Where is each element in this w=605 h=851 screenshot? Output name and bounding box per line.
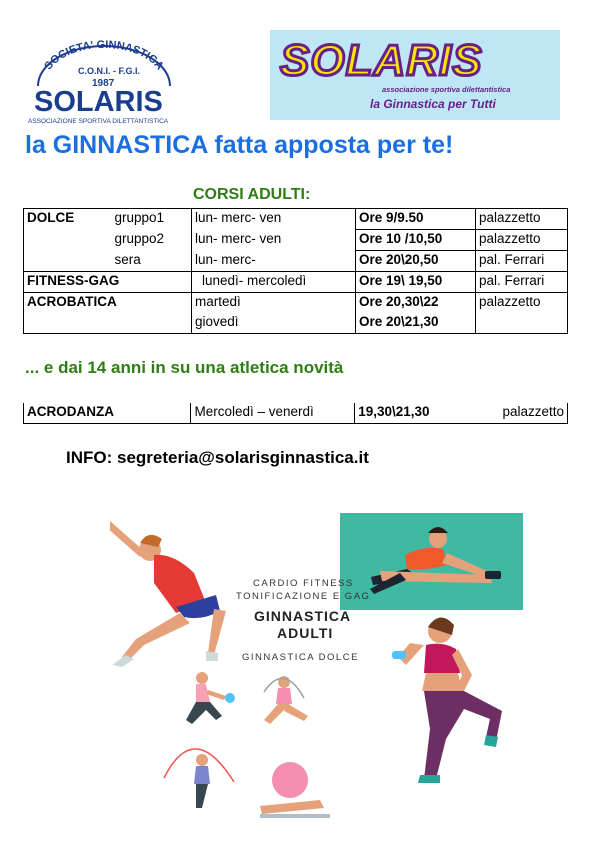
solaris-brand-logo: [270, 30, 560, 120]
place: palazzetto: [476, 209, 568, 230]
time: Ore 10 /10,50: [356, 230, 476, 251]
time: Ore 19\ 19,50: [356, 272, 476, 293]
days: lun- merc- ven: [192, 209, 356, 230]
brand-tagline-small: associazione sportiva dilettantistica: [382, 85, 511, 94]
course-name: ACROBATICA: [24, 293, 192, 314]
table-row: [24, 251, 568, 272]
acrodanza-table: [23, 403, 568, 424]
course-name: [24, 313, 192, 334]
headline: la GINNASTICA fatta apposta per te!: [25, 131, 454, 159]
place: palazzetto: [476, 230, 568, 251]
time: Ore 9/9.50: [356, 209, 476, 230]
small-exercise-figures-illustration: [160, 668, 330, 823]
illustration-title-2: ADULTI: [277, 625, 334, 641]
days: Mercoledì – venerdì: [191, 403, 355, 424]
info-label: INFO:: [66, 448, 113, 467]
solaris-society-logo: [28, 40, 180, 128]
logo-federation: C.O.N.I. - F.G.I.: [78, 66, 141, 76]
days: giovedì: [192, 313, 356, 334]
time: Ore 20\20,50: [356, 251, 476, 272]
courses-title: CORSI ADULTI:: [193, 186, 311, 203]
logo-name: SOLARIS: [34, 86, 163, 118]
logo-arc-text: SOCIETA' GINNASTICA: [42, 40, 166, 73]
info-line: [66, 448, 369, 468]
place: pal. Ferrari: [476, 251, 568, 272]
illustration-title-1: GINNASTICA: [254, 608, 352, 624]
days: lun- merc-: [192, 251, 356, 272]
days: lun- merc- ven: [192, 230, 356, 251]
table-row: [24, 313, 568, 334]
course-name: [24, 230, 112, 251]
brand-tagline: la Ginnastica per Tutti: [370, 97, 496, 111]
illustration-gentle-text: GINNASTICA DOLCE: [242, 652, 359, 663]
illustration-cardio-text: CARDIO FITNESS: [253, 578, 354, 589]
info-email[interactable]: segreteria@solarisginnastica.it: [117, 448, 369, 467]
course-name: [24, 251, 112, 272]
course-name: ACRODANZA: [27, 404, 114, 419]
table-row: [24, 230, 568, 251]
table-row: [24, 293, 568, 314]
time: Ore 20,30\22: [356, 293, 476, 314]
illustration-toning-text: TONIFICAZIONE E GAG: [236, 591, 371, 602]
days: martedì: [192, 293, 356, 314]
schedule-table: [23, 208, 568, 334]
place: palazzetto: [476, 293, 568, 314]
table-row: [24, 272, 568, 293]
group-name: gruppo1: [114, 210, 165, 225]
time: 19,30\21,30: [355, 403, 475, 424]
group-name: gruppo2: [114, 230, 165, 246]
time: Ore 20\21,30: [356, 313, 476, 334]
logo-subtitle: ASSOCIAZIONE SPORTIVA DILETTANTISTICA: [28, 118, 169, 125]
novita-announcement: ... e dai 14 anni in su una atletica novità: [25, 358, 344, 377]
table-row: [24, 403, 568, 424]
days: lunedì- mercoledì: [192, 272, 356, 293]
place: pal. Ferrari: [476, 272, 568, 293]
brand-name: SOLARIS: [280, 36, 483, 85]
dumbbell-woman-illustration: [390, 615, 520, 790]
course-name: FITNESS-GAG: [24, 272, 192, 293]
group-name: sera: [114, 251, 141, 267]
side-stretch-woman-illustration: [110, 515, 230, 675]
course-name: DOLCE: [27, 210, 75, 225]
table-row: [24, 209, 568, 230]
place: palazzetto: [502, 404, 564, 419]
logo-year: 1987: [92, 78, 115, 89]
place: [476, 313, 568, 334]
